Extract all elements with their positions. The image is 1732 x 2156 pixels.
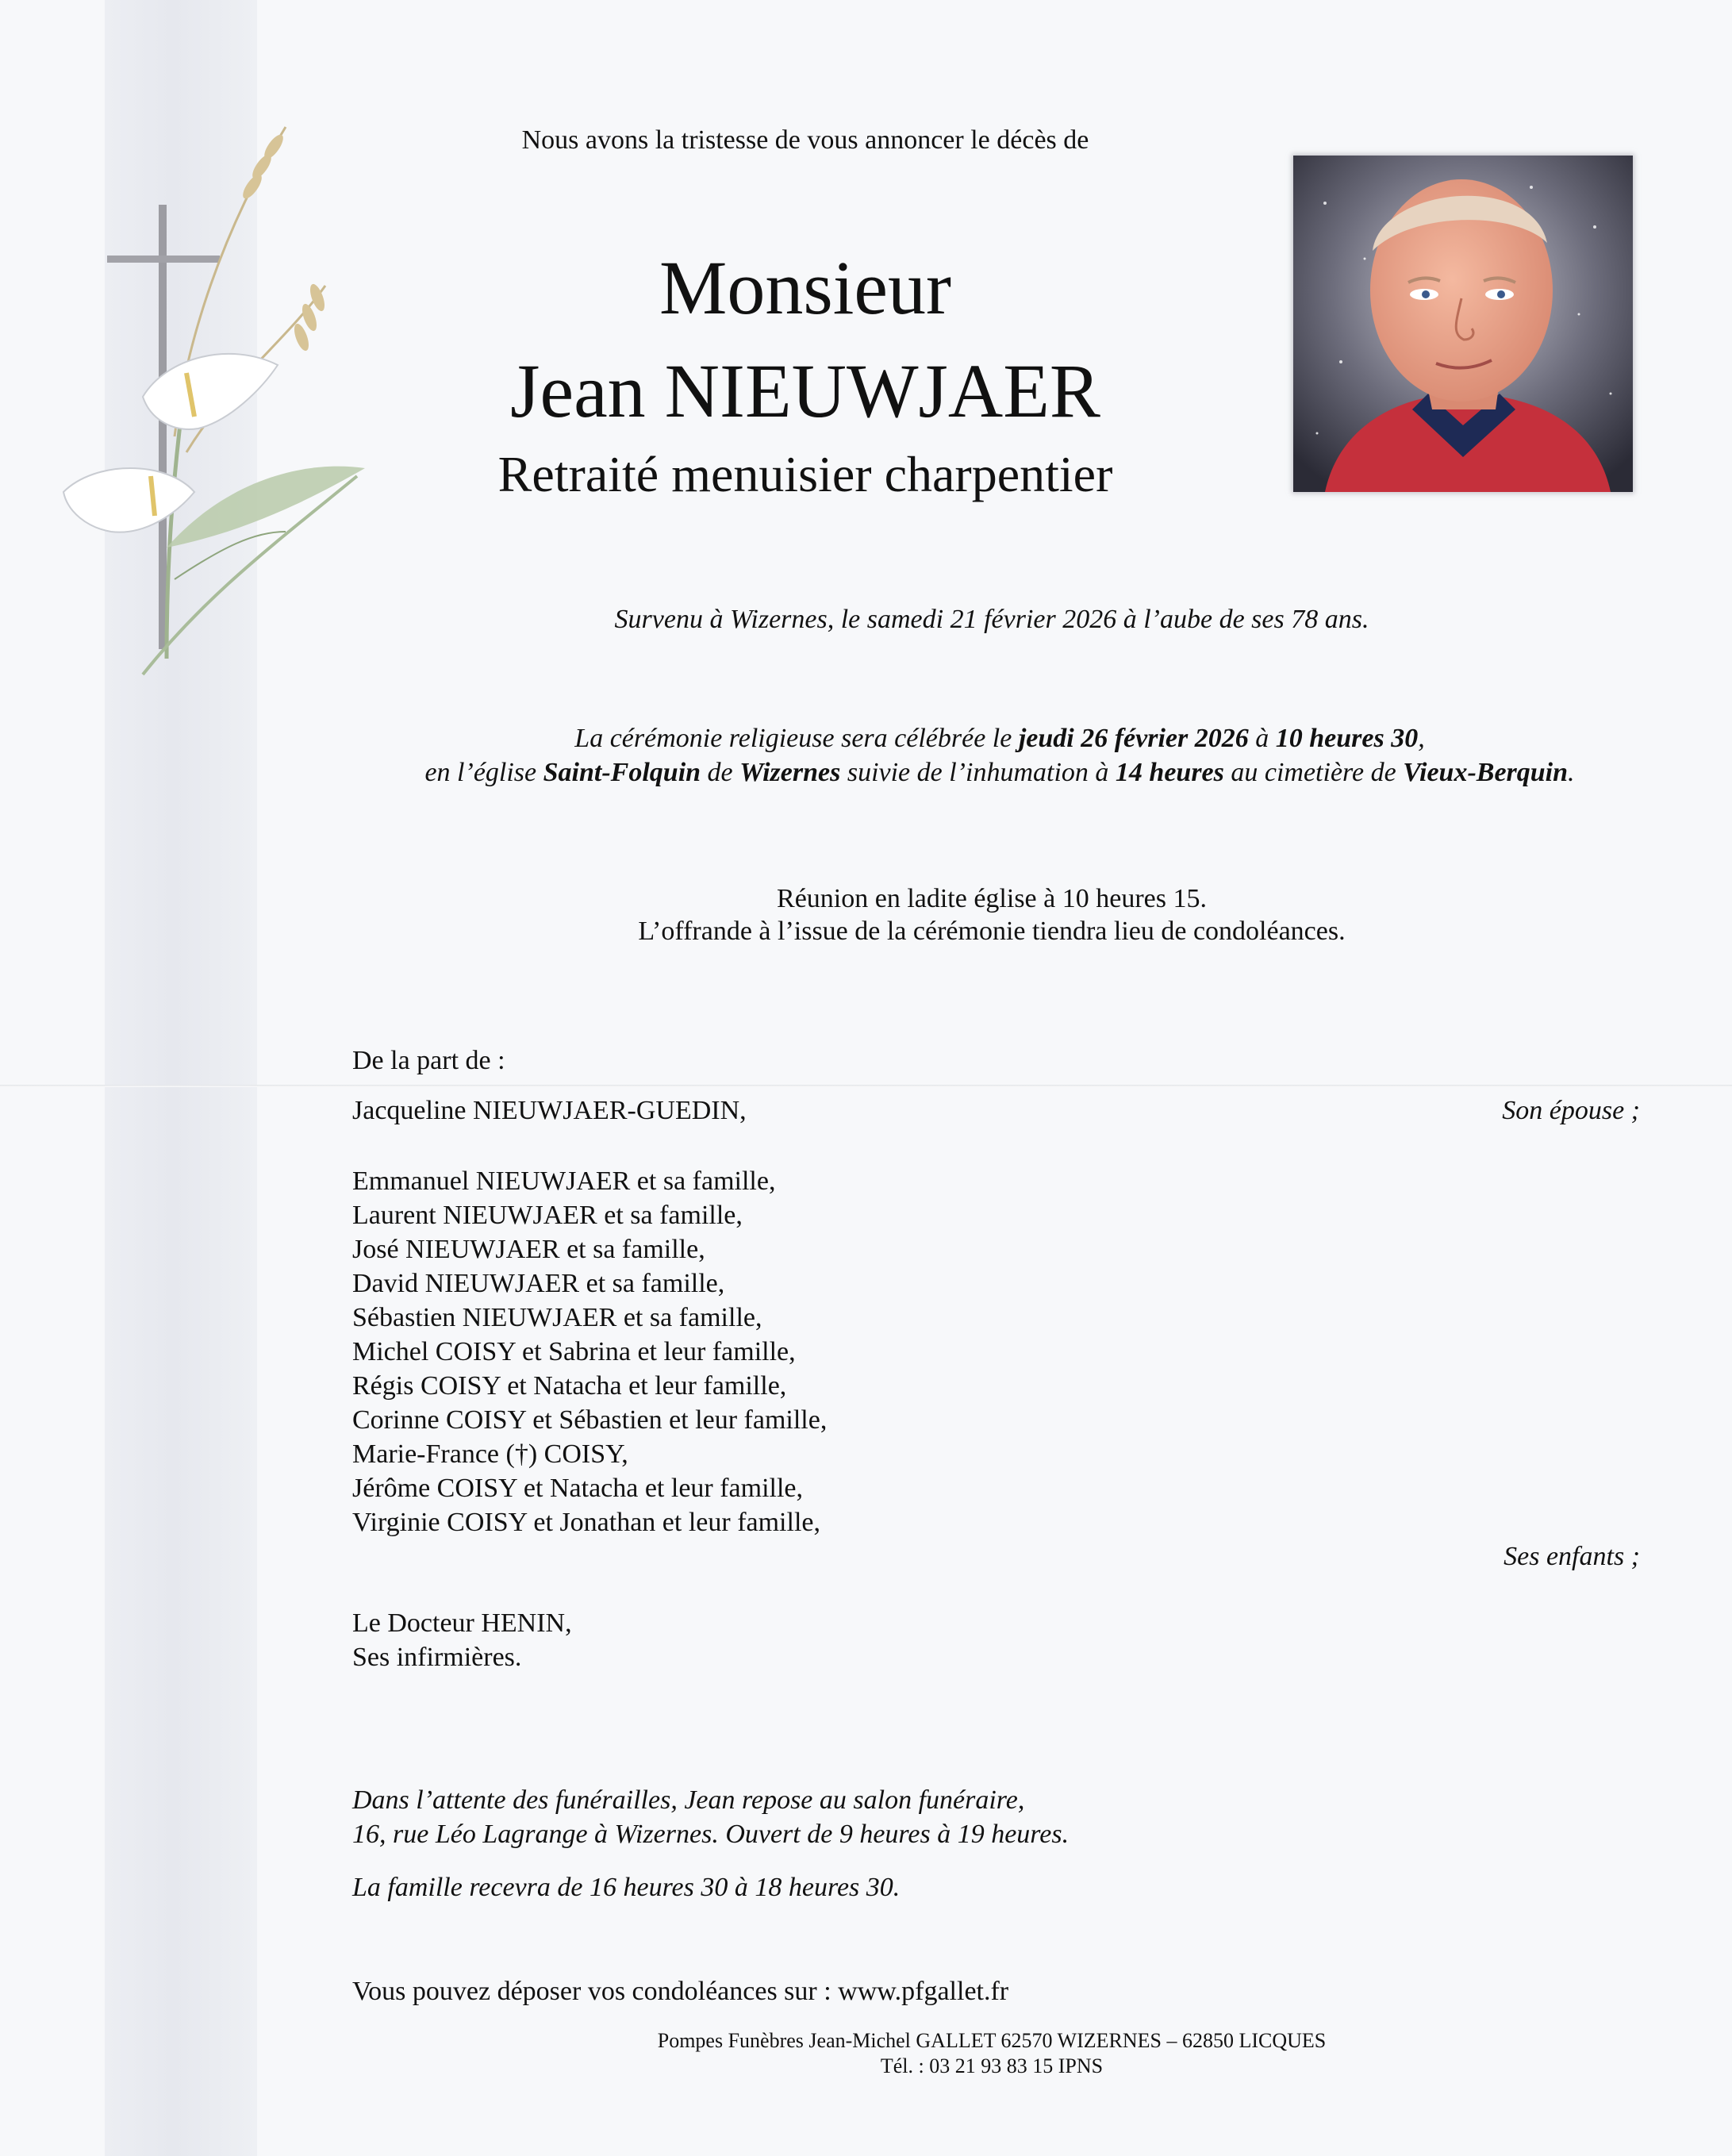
children-relation: Ses enfants ; xyxy=(1503,1542,1640,1571)
ceremony-text: La cérémonie religieuse sera célébrée le xyxy=(574,724,1019,753)
funeral-home-line: Pompes Funèbres Jean-Michel GALLET 62570 WIZERNES – 62850 LICQUES xyxy=(657,2029,1327,2052)
paper-fold-line xyxy=(0,1085,1732,1087)
ceremony-time: 10 heures 30 xyxy=(1275,724,1419,753)
ceremony-line-1 xyxy=(270,724,1730,754)
list-item: Virginie COISY et Jonathan et leur famille, xyxy=(352,1508,820,1537)
portrait-illustration xyxy=(1293,156,1633,492)
funeral-home-phone: Tél. : 03 21 93 83 15 IPNS xyxy=(880,2054,1104,2077)
children-list xyxy=(352,1164,827,1539)
nurses-line: Ses infirmières. xyxy=(352,1643,522,1672)
civility: Monsieur xyxy=(659,245,951,330)
list-item: José NIEUWJAER et sa famille, xyxy=(352,1235,705,1264)
cross-lily-ornament xyxy=(48,103,381,738)
list-item: Marie-France (†) COISY, xyxy=(352,1439,628,1469)
condolences-line: Vous pouvez déposer vos condoléances sur : www.pfgallet.fr xyxy=(352,1977,1009,2006)
portrait-photo xyxy=(1293,156,1633,492)
list-item: Sébastien NIEUWJAER et sa famille, xyxy=(352,1303,762,1332)
repose-line-2: 16, rue Léo Lagrange à Wizernes. Ouvert de 9 heures à 19 heures. xyxy=(352,1820,1070,1849)
ceremony-date: jeudi 26 février 2026 xyxy=(1018,724,1249,753)
list-item: David NIEUWJAER et sa famille, xyxy=(352,1269,725,1298)
list-item: Corinne COISY et Sébastien et leur famille, xyxy=(352,1405,828,1435)
profession: Retraité menuisier charpentier xyxy=(497,446,1113,502)
ceremony-text: suivie de l’inhumation à xyxy=(840,758,1116,787)
reunion-line: Réunion en ladite église à 10 heures 15. xyxy=(777,884,1207,913)
from-label: De la part de : xyxy=(352,1046,505,1075)
ceremony-text: de xyxy=(701,758,740,787)
spouse-name: Jacqueline NIEUWJAER-GUEDIN, xyxy=(352,1096,747,1125)
intro-text: Nous avons la tristesse de vous annoncer le décès de xyxy=(521,125,1089,155)
church-name: Saint-Folquin xyxy=(543,758,701,787)
church-town: Wizernes xyxy=(739,758,841,787)
list-item: Jérôme COISY et Natacha et leur famille, xyxy=(352,1474,804,1503)
ceremony-line-2 xyxy=(270,758,1730,788)
doctor-line: Le Docteur HENIN, xyxy=(352,1608,572,1638)
ceremony-text: . xyxy=(1568,758,1575,787)
offrande-line: L’offrande à l’issue de la cérémonie tiendra lieu de condoléances. xyxy=(638,917,1346,946)
repose-line-1: Dans l’attente des funérailles, Jean repose au salon funéraire, xyxy=(352,1785,1025,1815)
ceremony-text: au cimetière de xyxy=(1223,758,1404,787)
ceremony-text: en l’église xyxy=(424,758,543,787)
cemetery-town: Vieux-Berquin xyxy=(1403,758,1569,787)
family-visiting-hours: La famille recevra de 16 heures 30 à 18 heures 30. xyxy=(352,1873,901,1902)
list-item: Régis COISY et Natacha et leur famille, xyxy=(352,1371,787,1401)
list-item: Laurent NIEUWJAER et sa famille, xyxy=(352,1201,743,1230)
list-item: Michel COISY et Sabrina et leur famille, xyxy=(352,1337,796,1366)
list-item: Emmanuel NIEUWJAER et sa famille, xyxy=(352,1166,776,1196)
ceremony-text: à xyxy=(1248,724,1276,753)
burial-time: 14 heures xyxy=(1115,758,1224,787)
spouse-relation: Son épouse ; xyxy=(1502,1096,1640,1125)
deceased-name: Jean NIEUWJAER xyxy=(510,348,1100,433)
death-notice-line: Survenu à Wizernes, le samedi 21 février 2026 à l’aube de ses 78 ans. xyxy=(614,605,1369,634)
ceremony-text: , xyxy=(1418,724,1425,753)
